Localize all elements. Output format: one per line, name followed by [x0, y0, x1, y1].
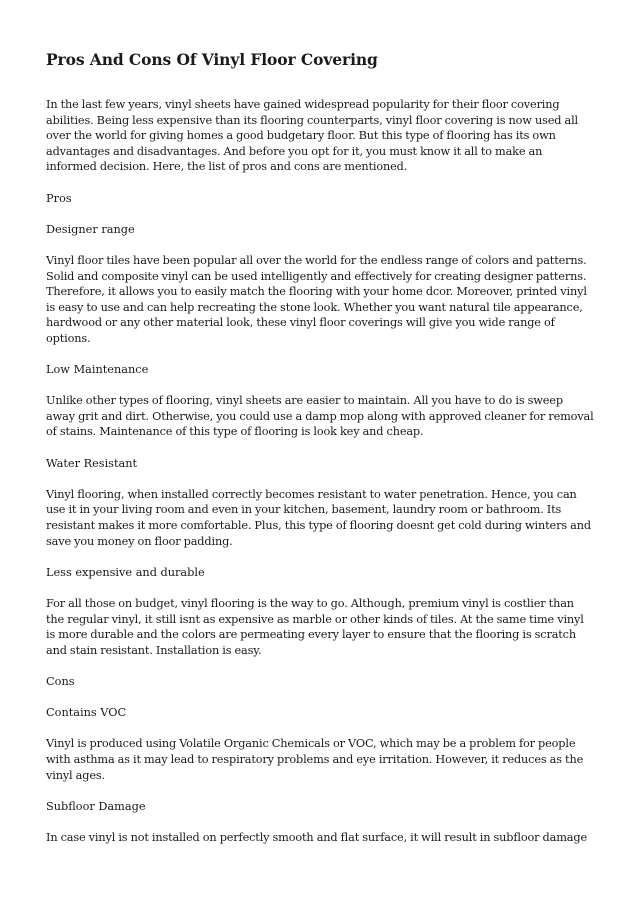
water-resistant-paragraph: Vinyl flooring, when installed correctly becomes resistant to water penetration. Hence, you can use it in your living room and even in your kitchen, basement, laundry room or bathroom. Its resistant makes it more comfortable. Plus, this type of flooring doesnt get cold during winters and save you money on floor padding. [46, 487, 591, 548]
cons-heading: Cons [46, 674, 75, 688]
water-resistant-heading: Water Resistant [46, 456, 138, 470]
subfloor-damage-paragraph: In case vinyl is not installed on perfectly smooth and flat surface, it will result in subfloor damage [46, 830, 587, 844]
subfloor-damage-heading: Subfloor Damage [46, 799, 146, 813]
less-expensive-heading: Less expensive and durable [46, 565, 205, 579]
designer-range-heading: Designer range [46, 222, 135, 236]
pros-heading: Pros [46, 191, 72, 205]
contains-voc-heading: Contains VOC [46, 706, 127, 720]
less-expensive-paragraph: For all those on budget, vinyl flooring is the way to go. Although, premium vinyl is costlier than the regular vinyl, it still isnt as expensive as marble or other kinds of tiles. At the same time vinyl is more durable and the colors are permeating every layer to ensure that the flooring is scratch and stain resistant. Installation is easy. [46, 597, 584, 657]
intro-paragraph: In the last few years, vinyl sheets have gained widespread popularity for their floor covering abilities. Being less expensive than its flooring counterparts, vinyl floor covering is now used all over the world for giving homes a good budgetary floor. But this type of flooring has its own advantages and disadvantages. And before you opt for it, you must know it all to make an informed decision. Here, the list of pros and cons are mentioned. [46, 98, 579, 174]
low-maintenance-heading: Low Maintenance [46, 363, 149, 377]
contains-voc-paragraph: Vinyl is produced using Volatile Organic Chemicals or VOC, which may be a problem for people with asthma as it may lead to respiratory problems and eye irritation. However, it reduces as the vinyl ages. [46, 737, 584, 782]
document-title: Pros And Cons Of Vinyl Floor Covering [46, 50, 378, 69]
designer-range-paragraph: Vinyl floor tiles have been popular all over the world for the endless range of colors and patterns. Solid and composite vinyl can be used intelligently and effectively for creating designer patterns. Therefore, it allows you to easily match the flooring with your home dcor. Moreover, printed vinyl is easy to use and can help recreating the stone look. Whether you want natural tile appearance, hardwood or any other material look, these vinyl floor coverings will give you wide range of options. [46, 253, 587, 345]
low-maintenance-paragraph: Unlike other types of flooring, vinyl sheets are easier to maintain. All you have to do is sweep away grit and dirt. Otherwise, you could use a damp mop along with approved cleaner for removal of stains. Maintenance of this type of flooring is look key and cheap. [46, 394, 594, 439]
document-page [46, 50, 594, 861]
